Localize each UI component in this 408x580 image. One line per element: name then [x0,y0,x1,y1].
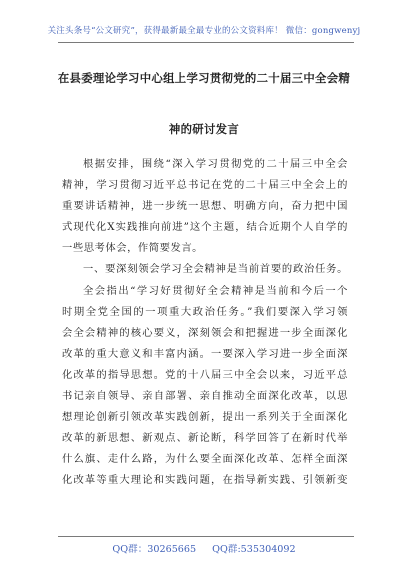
header-divider [58,42,354,43]
footer-qq-group-1: QQ群：30265665 [112,544,197,555]
footer-qq-group-2: QQ群:535304092 [212,544,296,555]
body-line: 化改革等重大理论和实践问题，在指导新实践、引领新变 [62,474,348,487]
body-line: 精神，学习贯彻习近平总书记在党的二十届三中全会上的 [62,179,348,192]
body-line: 时期全党全国的一项重大政治任务。”我们要深入学习领 [62,305,348,318]
body-line: 化改革的指导思想。党的十八届三中全会以来，习近平总 [62,368,348,381]
header-banner: 关注头条号“公文研究”，获得最新最全最专业的公文资料库！ 微信：gongwenyj [47,26,361,36]
section-heading: 一、要深刻领会学习全会精神是当前首要的政治任务。 [83,263,348,276]
footer [0,541,408,555]
document-title-line-2: 神的研讨发言 [168,122,240,136]
document-body [62,154,348,492]
footer-divider [58,536,354,537]
body-line: 什么旗、走什么路，为什么要全面深化改革、怎样全面深 [62,453,348,466]
body-line: 书记亲自领导、亲自部署、亲自推动全面深化改革，以思 [62,390,348,403]
body-line: 改革的重大意义和丰富内涵。一要深入学习进一步全面深 [62,347,348,360]
body-line: 改革的新思想、新观点、新论断，科学回答了在新时代举 [62,432,348,445]
body-line: 会全会精神的核心要义，深刻领会和把握进一步全面深化 [62,326,348,339]
body-line: 想理论创新引领改革实践创新，提出一系列关于全面深化 [62,411,348,424]
document-title-line-1: 在县委理论学习中心组上学习贯彻党的二十届三中全会精 [57,71,351,85]
body-line: 一些思考体会，作简要发言。 [62,242,204,255]
body-line: 重要讲话精神，进一步统一思想、明确方向，奋力把中国 [62,200,348,213]
body-line: 全会指出“学习好贯彻好全会精神是当前和今后一个 [83,284,348,297]
body-line: 式现代化X实践推向前进”这个主题，结合近期个人自学的 [62,221,348,234]
body-line: 根据安排，围绕“深入学习贯彻党的二十届三中全会 [83,158,348,170]
